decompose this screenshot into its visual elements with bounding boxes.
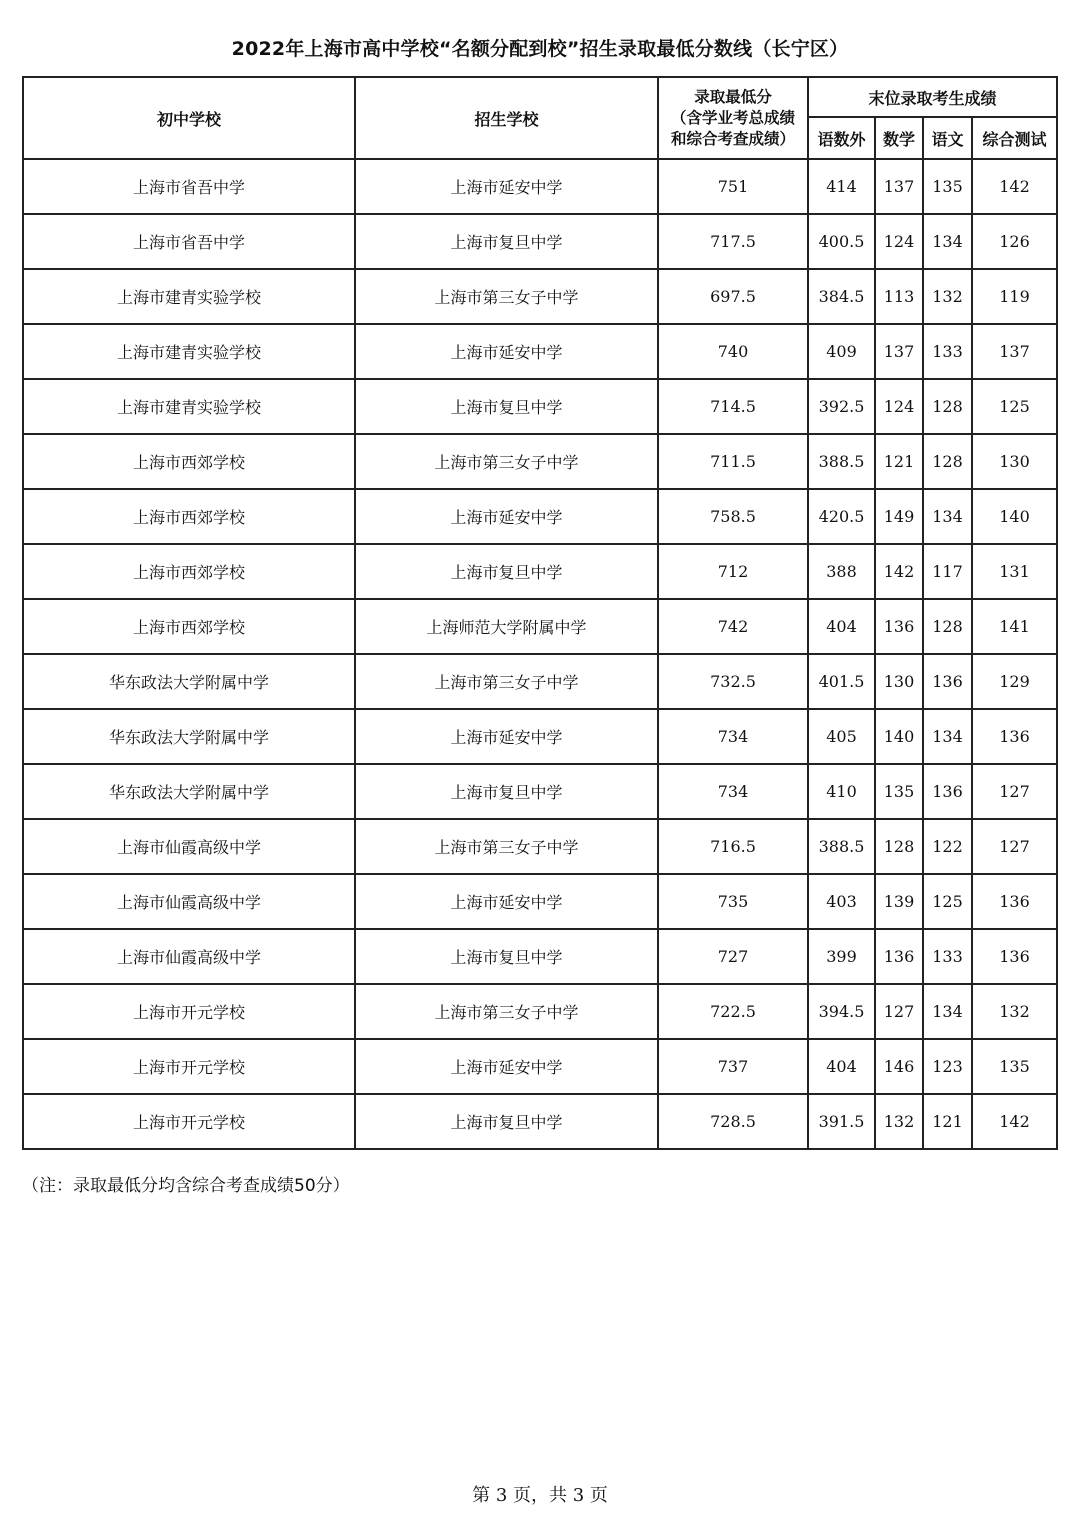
cell-comprehensive-score: 129	[972, 654, 1057, 709]
cell-min-score: 711.5	[658, 434, 808, 489]
header-min-score-line3: 和综合考查成绩）	[670, 129, 795, 148]
cell-admitting-school: 上海市复旦中学	[355, 544, 658, 599]
cell-admitting-school: 上海市延安中学	[355, 709, 658, 764]
cell-math-score: 140	[875, 709, 923, 764]
cell-middle-school: 上海市开元学校	[23, 1039, 355, 1094]
cell-chinese-score: 128	[923, 599, 972, 654]
table-row	[23, 764, 1057, 819]
cell-min-score: 734	[658, 764, 808, 819]
cell-admitting-school: 上海市复旦中学	[355, 379, 658, 434]
cell-math-score: 113	[875, 269, 923, 324]
cell-admitting-school: 上海师范大学附属中学	[355, 599, 658, 654]
cell-middle-school: 上海市建青实验学校	[23, 269, 355, 324]
cell-comprehensive-score: 127	[972, 819, 1057, 874]
cell-chinese-score: 122	[923, 819, 972, 874]
cell-middle-school: 上海市省吾中学	[23, 159, 355, 214]
cell-comprehensive-score: 136	[972, 929, 1057, 984]
table-row	[23, 1094, 1057, 1149]
header-admitting-school: 招生学校	[355, 77, 658, 159]
cell-admitting-school: 上海市第三女子中学	[355, 984, 658, 1039]
header-comprehensive: 综合测试	[972, 117, 1057, 159]
header-min-score-line1: 录取最低分	[694, 87, 772, 106]
cell-math-score: 142	[875, 544, 923, 599]
table-row	[23, 434, 1057, 489]
cell-cme-score: 404	[808, 1039, 875, 1094]
cell-admitting-school: 上海市延安中学	[355, 874, 658, 929]
cell-math-score: 128	[875, 819, 923, 874]
cell-comprehensive-score: 140	[972, 489, 1057, 544]
admission-score-table	[22, 76, 1058, 1150]
header-chinese: 语文	[923, 117, 972, 159]
cell-admitting-school: 上海市延安中学	[355, 1039, 658, 1094]
cell-min-score: 697.5	[658, 269, 808, 324]
header-min-score	[658, 77, 808, 159]
cell-comprehensive-score: 141	[972, 599, 1057, 654]
cell-chinese-score: 121	[923, 1094, 972, 1149]
cell-admitting-school: 上海市延安中学	[355, 324, 658, 379]
cell-cme-score: 405	[808, 709, 875, 764]
cell-middle-school: 华东政法大学附属中学	[23, 654, 355, 709]
cell-cme-score: 400.5	[808, 214, 875, 269]
cell-comprehensive-score: 137	[972, 324, 1057, 379]
cell-min-score: 714.5	[658, 379, 808, 434]
table-row	[23, 1039, 1057, 1094]
table-row	[23, 214, 1057, 269]
cell-middle-school: 上海市建青实验学校	[23, 324, 355, 379]
cell-comprehensive-score: 135	[972, 1039, 1057, 1094]
header-math: 数学	[875, 117, 923, 159]
cell-admitting-school: 上海市第三女子中学	[355, 819, 658, 874]
cell-middle-school: 上海市西郊学校	[23, 599, 355, 654]
cell-middle-school: 上海市建青实验学校	[23, 379, 355, 434]
cell-middle-school: 上海市省吾中学	[23, 214, 355, 269]
cell-chinese-score: 134	[923, 214, 972, 269]
cell-middle-school: 上海市仙霞高级中学	[23, 819, 355, 874]
cell-cme-score: 388.5	[808, 819, 875, 874]
cell-middle-school: 上海市仙霞高级中学	[23, 874, 355, 929]
cell-cme-score: 409	[808, 324, 875, 379]
cell-chinese-score: 134	[923, 984, 972, 1039]
cell-chinese-score: 134	[923, 709, 972, 764]
cell-cme-score: 391.5	[808, 1094, 875, 1149]
cell-comprehensive-score: 142	[972, 1094, 1057, 1149]
cell-middle-school: 上海市西郊学校	[23, 434, 355, 489]
cell-min-score: 735	[658, 874, 808, 929]
cell-cme-score: 414	[808, 159, 875, 214]
page-number: 第 3 页，共 3 页	[472, 1485, 608, 1506]
cell-min-score: 722.5	[658, 984, 808, 1039]
cell-chinese-score: 136	[923, 764, 972, 819]
cell-admitting-school: 上海市复旦中学	[355, 214, 658, 269]
cell-min-score: 740	[658, 324, 808, 379]
cell-middle-school: 上海市仙霞高级中学	[23, 929, 355, 984]
cell-comprehensive-score: 130	[972, 434, 1057, 489]
cell-min-score: 751	[658, 159, 808, 214]
cell-comprehensive-score: 136	[972, 874, 1057, 929]
cell-chinese-score: 132	[923, 269, 972, 324]
cell-chinese-score: 133	[923, 929, 972, 984]
cell-math-score: 135	[875, 764, 923, 819]
cell-min-score: 717.5	[658, 214, 808, 269]
cell-comprehensive-score: 132	[972, 984, 1057, 1039]
table-row	[23, 379, 1057, 434]
cell-chinese-score: 125	[923, 874, 972, 929]
header-cme: 语数外	[808, 117, 875, 159]
cell-admitting-school: 上海市第三女子中学	[355, 269, 658, 324]
cell-math-score: 130	[875, 654, 923, 709]
cell-min-score: 758.5	[658, 489, 808, 544]
cell-admitting-school: 上海市复旦中学	[355, 1094, 658, 1149]
table-row	[23, 324, 1057, 379]
cell-min-score: 727	[658, 929, 808, 984]
cell-chinese-score: 135	[923, 159, 972, 214]
cell-min-score: 742	[658, 599, 808, 654]
header-last-admitted: 末位录取考生成绩	[808, 77, 1057, 117]
cell-cme-score: 403	[808, 874, 875, 929]
cell-chinese-score: 134	[923, 489, 972, 544]
cell-middle-school: 上海市西郊学校	[23, 489, 355, 544]
cell-math-score: 137	[875, 159, 923, 214]
cell-cme-score: 401.5	[808, 654, 875, 709]
table-row	[23, 159, 1057, 214]
cell-admitting-school: 上海市延安中学	[355, 489, 658, 544]
header-middle-school: 初中学校	[23, 77, 355, 159]
cell-middle-school: 上海市开元学校	[23, 1094, 355, 1149]
cell-math-score: 139	[875, 874, 923, 929]
table-row	[23, 599, 1057, 654]
cell-admitting-school: 上海市第三女子中学	[355, 654, 658, 709]
cell-math-score: 127	[875, 984, 923, 1039]
cell-math-score: 137	[875, 324, 923, 379]
cell-cme-score: 392.5	[808, 379, 875, 434]
cell-math-score: 149	[875, 489, 923, 544]
cell-comprehensive-score: 131	[972, 544, 1057, 599]
table-row	[23, 544, 1057, 599]
table-row	[23, 874, 1057, 929]
cell-min-score: 728.5	[658, 1094, 808, 1149]
cell-cme-score: 420.5	[808, 489, 875, 544]
table-row	[23, 929, 1057, 984]
cell-chinese-score: 128	[923, 379, 972, 434]
cell-cme-score: 388	[808, 544, 875, 599]
table-row	[23, 269, 1057, 324]
cell-chinese-score: 128	[923, 434, 972, 489]
cell-middle-school: 上海市西郊学校	[23, 544, 355, 599]
cell-cme-score: 410	[808, 764, 875, 819]
table-body	[23, 159, 1057, 1149]
cell-chinese-score: 117	[923, 544, 972, 599]
header-min-score-line2: （含学业考总成绩	[670, 108, 795, 127]
table-header	[23, 77, 1057, 159]
cell-comprehensive-score: 125	[972, 379, 1057, 434]
cell-min-score: 716.5	[658, 819, 808, 874]
cell-min-score: 737	[658, 1039, 808, 1094]
cell-middle-school: 上海市开元学校	[23, 984, 355, 1039]
table-row	[23, 654, 1057, 709]
cell-comprehensive-score: 142	[972, 159, 1057, 214]
cell-cme-score: 394.5	[808, 984, 875, 1039]
cell-math-score: 124	[875, 379, 923, 434]
cell-middle-school: 华东政法大学附属中学	[23, 764, 355, 819]
cell-cme-score: 388.5	[808, 434, 875, 489]
cell-math-score: 136	[875, 599, 923, 654]
cell-cme-score: 399	[808, 929, 875, 984]
cell-math-score: 121	[875, 434, 923, 489]
page-title: 2022年上海市高中学校“名额分配到校”招生录取最低分数线（长宁区）	[231, 38, 849, 60]
cell-chinese-score: 133	[923, 324, 972, 379]
table-row	[23, 984, 1057, 1039]
cell-comprehensive-score: 126	[972, 214, 1057, 269]
table-row	[23, 489, 1057, 544]
cell-cme-score: 384.5	[808, 269, 875, 324]
table-row	[23, 819, 1057, 874]
cell-comprehensive-score: 136	[972, 709, 1057, 764]
cell-chinese-score: 123	[923, 1039, 972, 1094]
cell-math-score: 132	[875, 1094, 923, 1149]
cell-admitting-school: 上海市复旦中学	[355, 764, 658, 819]
footnote: （注：录取最低分均含综合考查成绩50分）	[22, 1176, 350, 1196]
table-row	[23, 709, 1057, 764]
cell-min-score: 734	[658, 709, 808, 764]
cell-middle-school: 华东政法大学附属中学	[23, 709, 355, 764]
cell-min-score: 732.5	[658, 654, 808, 709]
cell-admitting-school: 上海市延安中学	[355, 159, 658, 214]
cell-math-score: 146	[875, 1039, 923, 1094]
cell-math-score: 136	[875, 929, 923, 984]
cell-comprehensive-score: 127	[972, 764, 1057, 819]
cell-min-score: 712	[658, 544, 808, 599]
cell-chinese-score: 136	[923, 654, 972, 709]
cell-comprehensive-score: 119	[972, 269, 1057, 324]
cell-admitting-school: 上海市复旦中学	[355, 929, 658, 984]
cell-cme-score: 404	[808, 599, 875, 654]
cell-admitting-school: 上海市第三女子中学	[355, 434, 658, 489]
cell-math-score: 124	[875, 214, 923, 269]
